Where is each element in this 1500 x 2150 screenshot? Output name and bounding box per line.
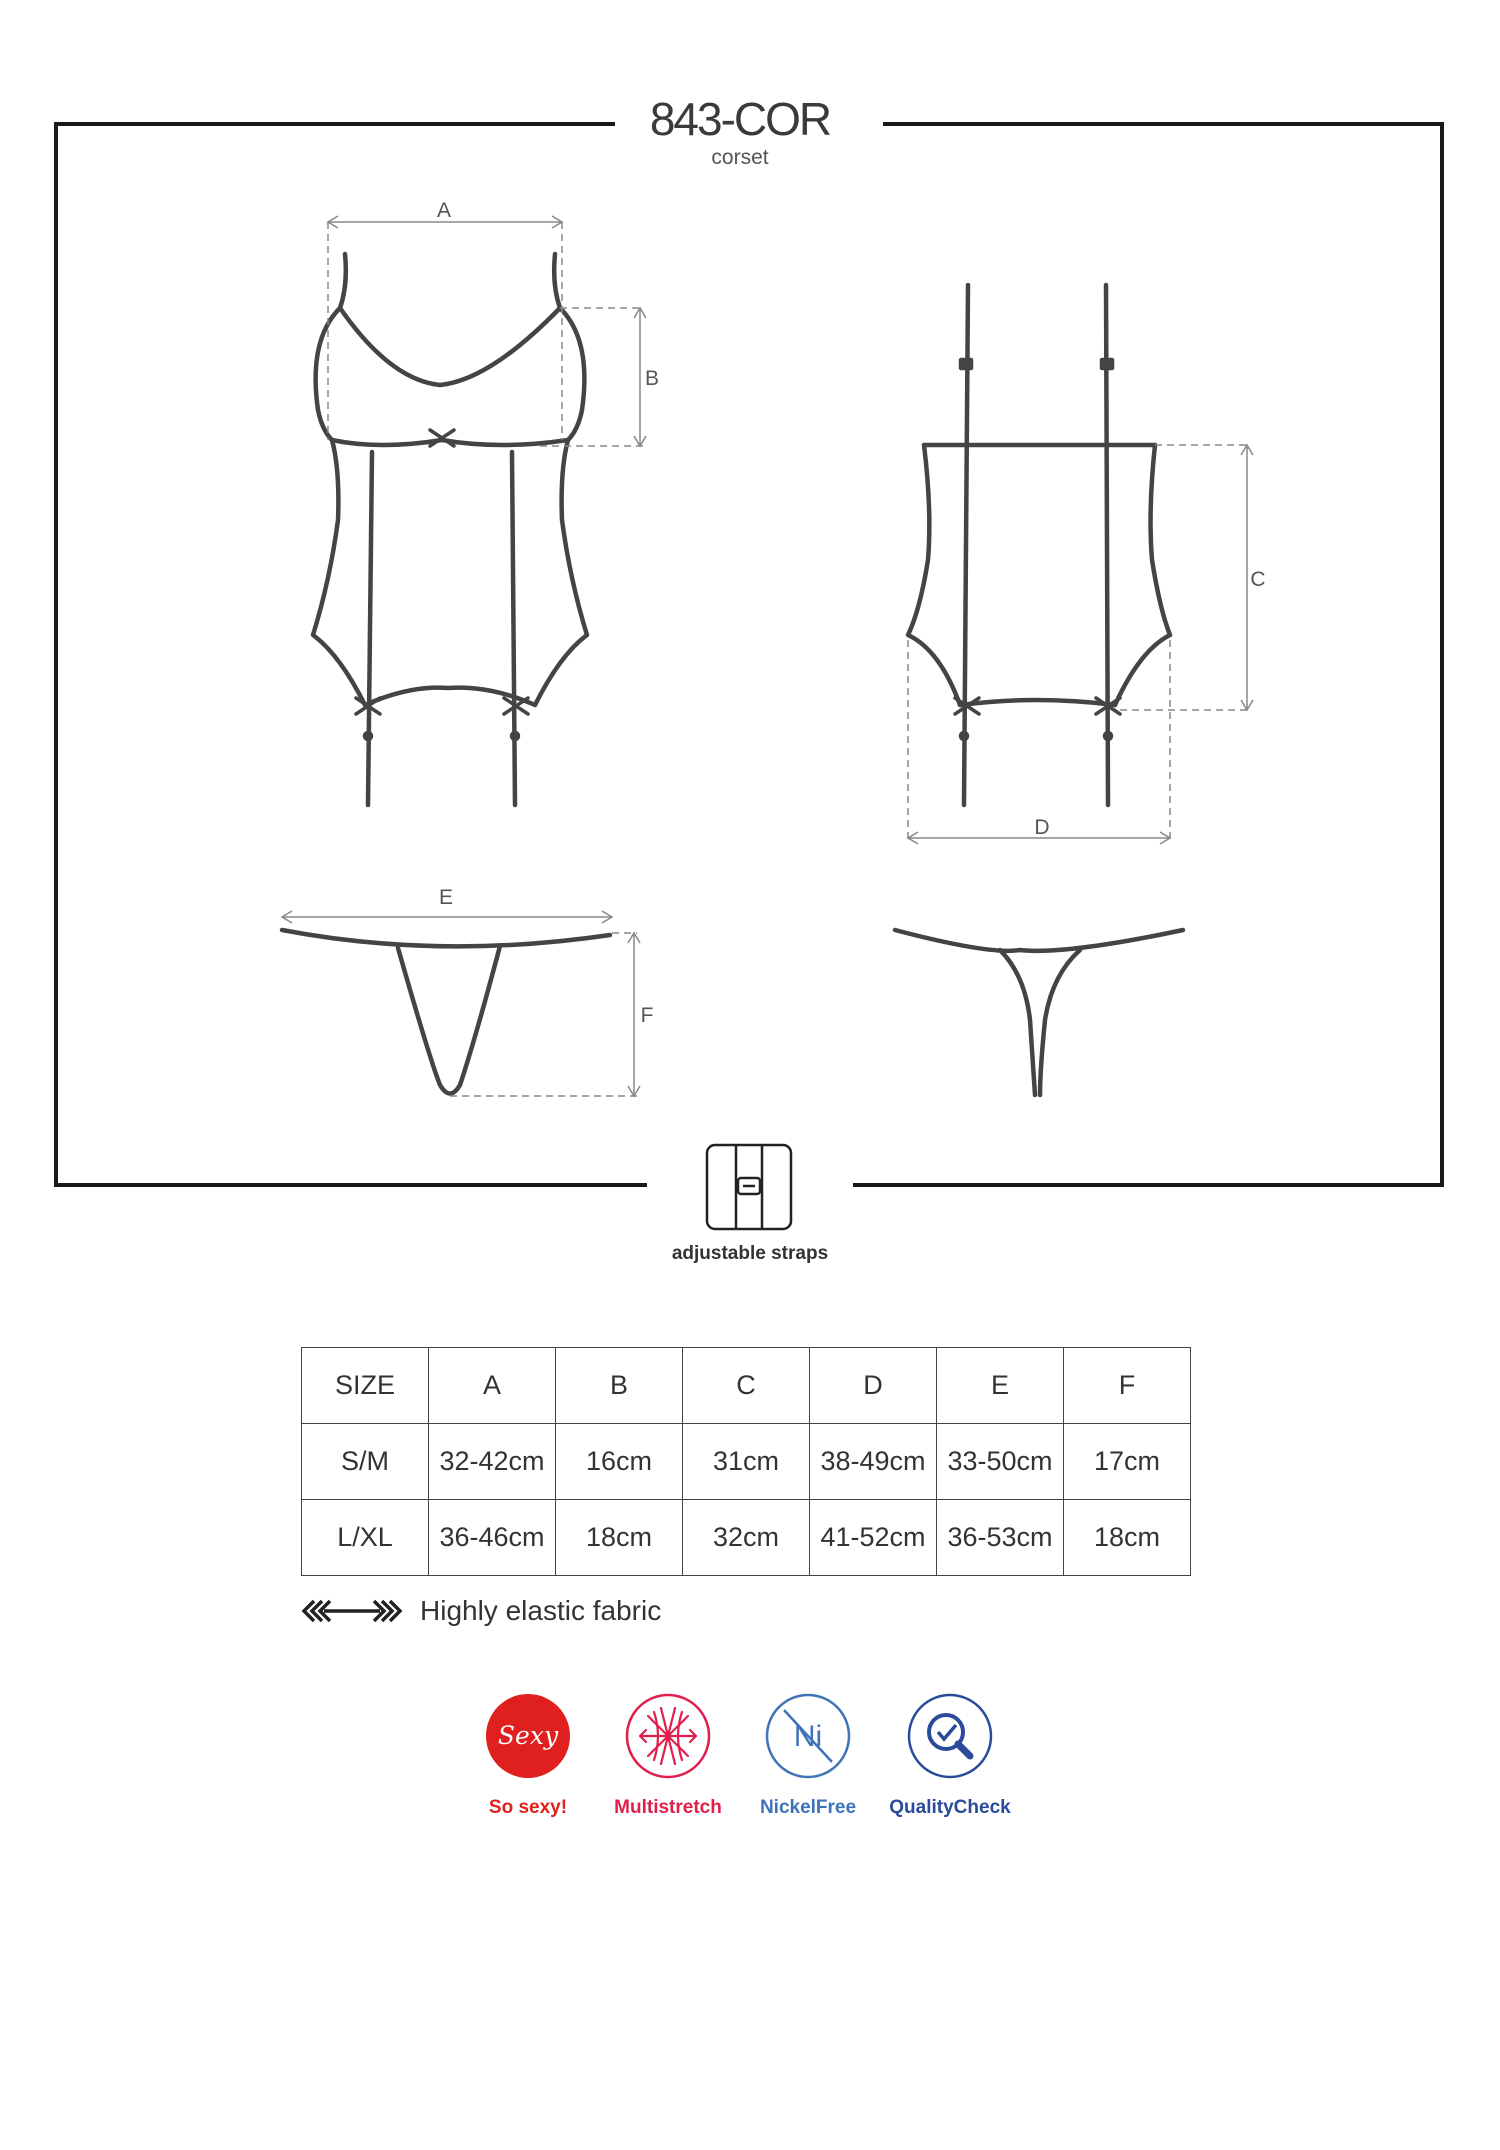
label-f: F [640, 1004, 654, 1027]
table-cell: 17cm [1064, 1424, 1191, 1500]
table-cell: 18cm [1064, 1500, 1191, 1576]
elastic-note [300, 1592, 661, 1630]
product-type: corset [711, 146, 769, 169]
col-header: A [429, 1348, 556, 1424]
table-cell: 33-50cm [937, 1424, 1064, 1500]
feature-multistretch [598, 1692, 738, 1819]
feature-label: Multistretch [614, 1797, 722, 1818]
table-cell: 38-49cm [810, 1424, 937, 1500]
col-header: D [810, 1348, 937, 1424]
feature-nickel-free [738, 1692, 878, 1819]
multistretch-icon [624, 1692, 712, 1780]
adjustable-straps-label: adjustable straps [671, 1243, 829, 1264]
col-header: E [937, 1348, 1064, 1424]
elastic-note-text: Highly elastic fabric [420, 1595, 662, 1626]
table-row [302, 1500, 1191, 1576]
label-a: A [436, 199, 452, 222]
table-cell: 36-46cm [429, 1500, 556, 1576]
table-cell: S/M [302, 1424, 429, 1500]
table-cell: 36-53cm [937, 1500, 1064, 1576]
col-header: C [683, 1348, 810, 1424]
col-header: SIZE [302, 1348, 429, 1424]
label-d: D [1034, 816, 1050, 839]
frame-border [56, 124, 1442, 1185]
nickel-free-icon [764, 1692, 852, 1780]
feature-so-sexy [458, 1692, 598, 1819]
feature-label: So sexy! [488, 1797, 568, 1818]
corset-back-drawing [908, 285, 1170, 805]
table-cell: 32-42cm [429, 1424, 556, 1500]
table-cell: 31cm [683, 1424, 810, 1500]
table-cell: 41-52cm [810, 1500, 937, 1576]
label-b: B [644, 367, 660, 390]
col-header: F [1064, 1348, 1191, 1424]
table-cell: L/XL [302, 1500, 429, 1576]
size-table [301, 1347, 1191, 1576]
thong-front-drawing [282, 930, 610, 1094]
size-table-header [302, 1348, 1191, 1424]
thong-back-drawing [895, 930, 1183, 1095]
feature-label: QualityCheck [889, 1797, 1011, 1818]
corset-front-drawing [313, 254, 587, 805]
svg-text:Sexy: Sexy [497, 1721, 559, 1750]
col-header: B [556, 1348, 683, 1424]
table-cell: 18cm [556, 1500, 683, 1576]
adjustable-straps-icon [707, 1145, 791, 1229]
sexy-icon [484, 1692, 572, 1780]
table-cell: 32cm [683, 1500, 810, 1576]
product-code: 843-COR [649, 93, 831, 145]
quality-check-icon [906, 1692, 994, 1780]
feature-label: NickelFree [759, 1797, 857, 1818]
svg-text:Ni: Ni [793, 1720, 823, 1753]
feature-quality-check [880, 1692, 1020, 1819]
table-cell: 16cm [556, 1424, 683, 1500]
label-c: C [1250, 568, 1266, 591]
label-e: E [438, 886, 454, 909]
table-row [302, 1424, 1191, 1500]
stretch-arrow-icon [300, 1598, 404, 1624]
